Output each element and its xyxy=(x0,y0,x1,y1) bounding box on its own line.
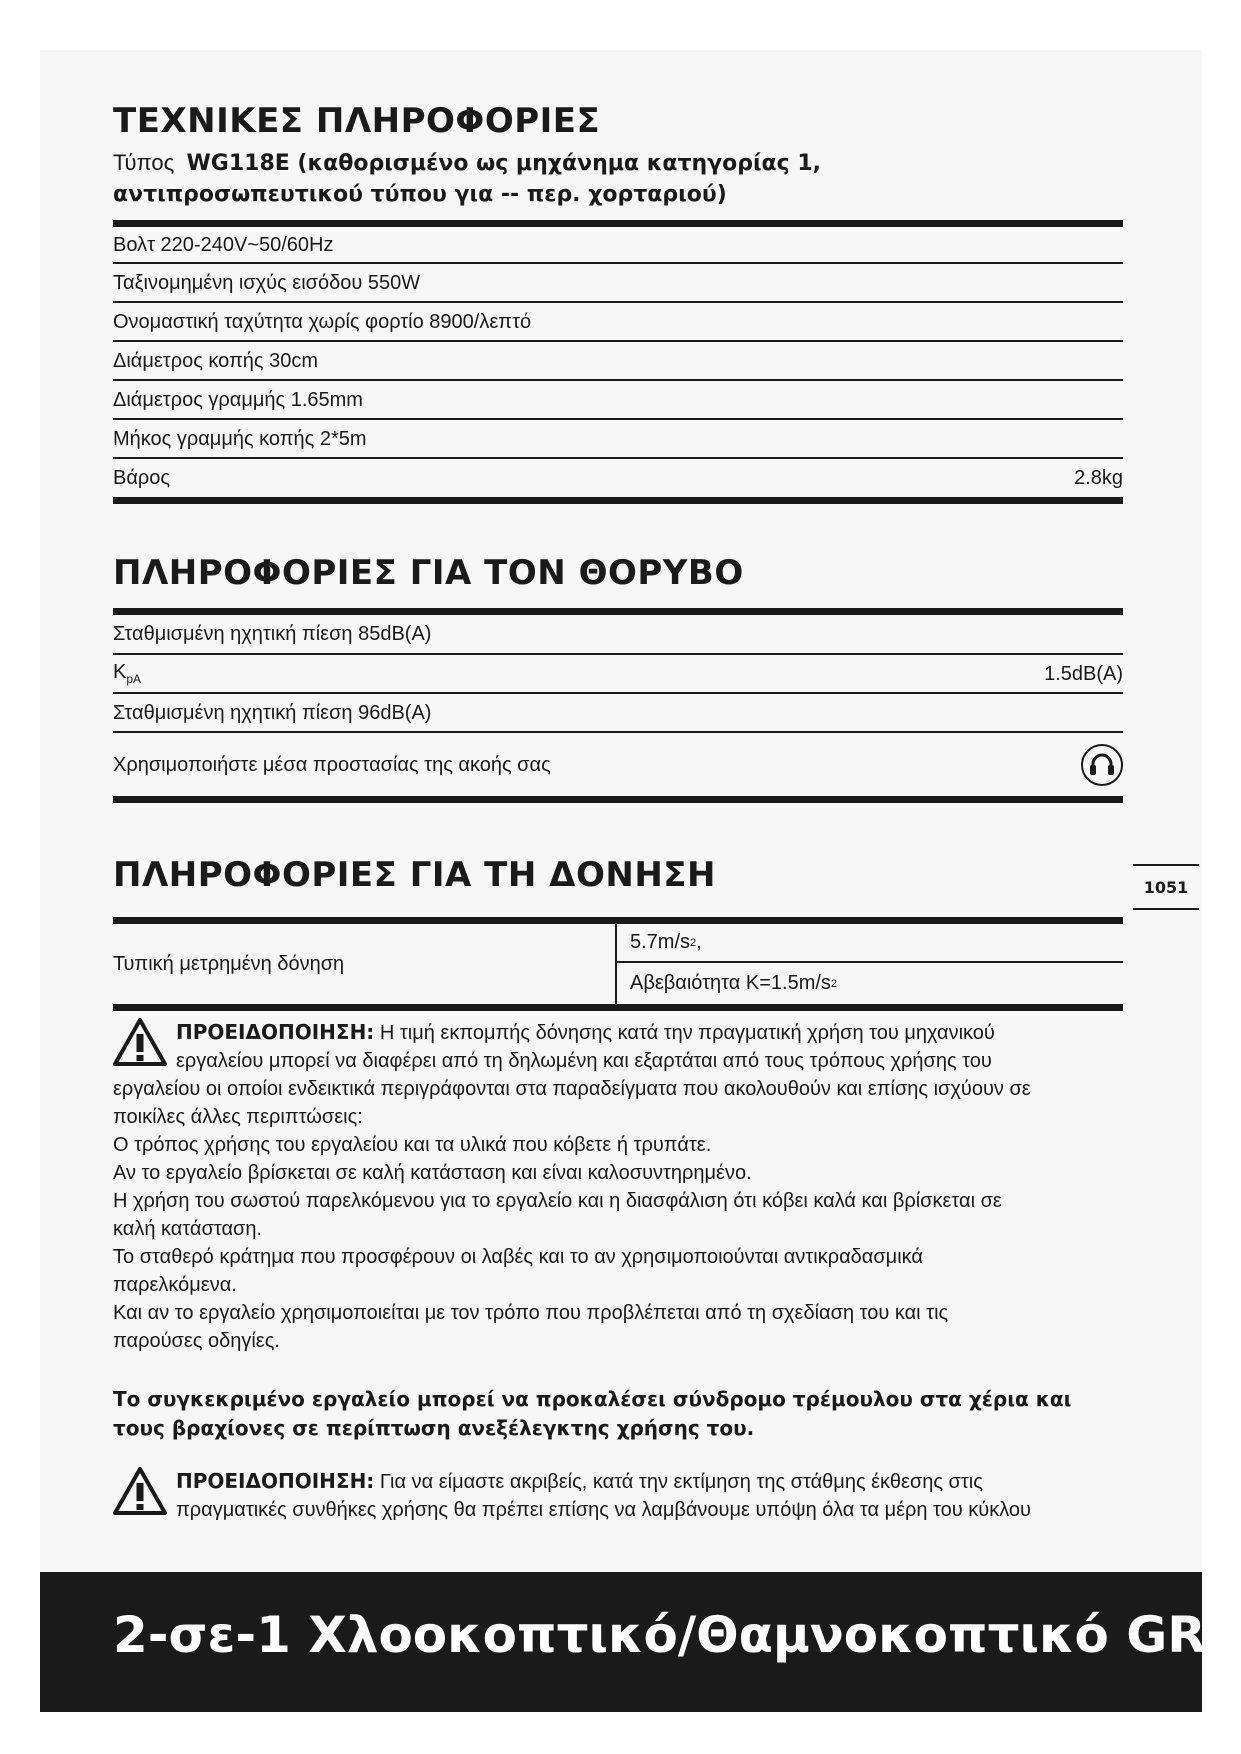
spec-row xyxy=(113,459,1123,497)
type-label: Τύπος xyxy=(113,150,175,175)
ear-protection-icon xyxy=(1081,744,1123,786)
divider-thick xyxy=(113,608,1123,615)
spec-label: Βολτ 220-240V~50/60Hz xyxy=(113,233,334,256)
kpa-value: 1.5dB(A) xyxy=(1044,662,1123,685)
spec-label: Διάμετρος κοπής 30cm xyxy=(113,349,319,372)
warning-1-line: Ο τρόπος χρήσης του εργαλείου και τα υλικά που κόβετε ή τρυπάτε. xyxy=(113,1134,712,1156)
spec-row xyxy=(113,381,1123,420)
hand-arm-vibration-note xyxy=(113,1385,1133,1443)
vibration-value: 5.7m/s 2 , xyxy=(617,924,1123,963)
spec-label: Ονομαστική ταχύτητα χωρίς φορτίο 8900/λεπτό xyxy=(113,310,532,333)
vibration-uncertainty: Αβεβαιότητα K=1.5m/s 2 xyxy=(630,972,838,994)
divider-thick xyxy=(113,917,1123,924)
warning-1-line: εργαλείου μπορεί να διαφέρει από τη δηλωμένη και εξαρτάται από τους τρόπους χρήσης του xyxy=(176,1050,992,1072)
warning-1-line: Το σταθερό κράτημα που προσφέρουν οι λαβές και το αν χρησιμοποιούνται αντικραδασμικά xyxy=(113,1246,923,1268)
technical-info-heading: ΤΕΧΝΙΚΕΣ ΠΛΗΡΟΦΟΡΙΕΣ xyxy=(113,101,601,141)
spec-row xyxy=(113,420,1123,459)
note-line: Το συγκεκριμένο εργαλείο μπορεί να προκαλέσει σύνδρομο τρέμουλου στα χέρια και xyxy=(113,1387,1072,1411)
product-title: 2-σε-1 Χλοοκοπτικό/Θαμνοκοπτικό GR xyxy=(113,1606,1206,1664)
warning-1-line: παρούσες οδηγίες. xyxy=(113,1330,280,1352)
ear-protection-label: Χρησιμοποιήστε μέσα προστασίας της ακοής σας xyxy=(113,753,551,776)
spec-label: Ταξινομημένη ισχύς εισόδου 550W xyxy=(113,271,421,294)
vibration-row xyxy=(113,924,1123,1004)
warning-1-line: Αν το εργαλείο βρίσκεται σε καλή κατάσταση και είναι καλοσυντηρημένο. xyxy=(113,1162,752,1184)
spec-label: Βάρος xyxy=(113,467,171,489)
vibration-info-section xyxy=(113,855,1123,895)
divider-thick xyxy=(113,220,1123,227)
warning-1-title: ΠΡΟΕΙΔΟΠΟΙΗΣΗ: xyxy=(176,1020,375,1044)
warning-1-line: καλή κατάσταση. xyxy=(113,1218,263,1240)
warning-1 xyxy=(113,1018,1133,1355)
vibration-table xyxy=(113,917,1123,1011)
noise-row xyxy=(113,694,1123,733)
spec-row xyxy=(113,342,1123,381)
warning-2-title: ΠΡΟΕΙΔΟΠΟΙΗΣΗ: xyxy=(176,1469,375,1493)
warning-triangle-icon xyxy=(112,1466,168,1516)
noise-row xyxy=(113,615,1123,655)
warning-2 xyxy=(176,1467,1136,1524)
noise-row-ear xyxy=(113,733,1123,796)
warning-1-line: εργαλείου οι οποίοι ενδεικτικά περιγράφονται στα παραδείγματα που ακολουθούν και επίσης ισχύουν σε xyxy=(113,1078,1031,1100)
vibration-label: Τυπική μετρημένη δόνηση xyxy=(113,952,345,975)
spec-row xyxy=(113,264,1123,303)
warning-1-line: ΠΡΟΕΙΔΟΠΟΙΗΣΗ: Η τιμή εκπομπής δόνησης κατά την πραγματική χρήση του μηχανικού xyxy=(176,1020,995,1044)
warning-2-line: ΠΡΟΕΙΔΟΠΟΙΗΣΗ: Για να είμαστε ακριβείς, κατά την εκτίμηση της στάθμης έκθεσης στις xyxy=(176,1469,983,1493)
warning-1-line: ποικίλες άλλες περιπτώσεις: xyxy=(113,1106,363,1128)
spec-label: Διάμετρος γραμμής 1.65mm xyxy=(113,388,363,411)
noise-row-kpa xyxy=(113,655,1123,694)
warning-1-line: Και αν το εργαλείο χρησιμοποιείται με τον τρόπο που προβλέπεται από τη σχεδίαση του και τις xyxy=(113,1302,949,1324)
warning-2-line: πραγματικές συνθήκες χρήσης θα πρέπει επίσης να λαμβάνουμε υπόψη όλα τα μέρη του κύκλου xyxy=(176,1499,1031,1521)
spec-value: 2.8kg xyxy=(1074,467,1123,489)
noise-row-label: Σταθμισμένη ηχητική πίεση 96dB(A) xyxy=(113,701,432,724)
divider-thick xyxy=(113,497,1123,504)
technical-info-section xyxy=(113,101,1123,504)
spec-label: Μήκος γραμμής κοπής 2*5m xyxy=(113,427,367,450)
page-number: 1051 xyxy=(1133,864,1199,910)
type-value-line-1: WG118E (καθορισμένο ως μηχάνημα κατηγορίας 1, xyxy=(186,151,822,176)
type-value-line-2: αντιπροσωπευτικού τύπου για -- περ. χορταριού) xyxy=(113,182,727,207)
warning-1-line: παρελκόμενα. xyxy=(113,1274,237,1296)
warning-1-line: Η χρήση του σωστού παρελκόμενου για το εργαλείο και η διασφάλιση ότι κόβει καλά και βρίσκεται σε xyxy=(113,1190,1002,1212)
noise-info-section xyxy=(113,553,1123,803)
spec-table xyxy=(113,227,1123,497)
note-line: τους βραχίονες σε περίπτωση ανεξέλεγκτης χρήσης του. xyxy=(113,1416,755,1440)
kpa-label: $K_{pA}$ xyxy=(113,661,142,686)
spec-row xyxy=(113,303,1123,342)
noise-info-heading: ΠΛΗΡΟΦΟΡΙΕΣ ΓΙΑ ΤΟΝ ΘΟΡΥΒΟ xyxy=(113,553,744,593)
spec-row xyxy=(113,227,1123,264)
noise-row-label: Σταθμισμένη ηχητική πίεση 85dB(A) xyxy=(113,623,432,645)
divider-thick xyxy=(113,1004,1123,1011)
model-type-line xyxy=(113,148,1123,210)
footer-banner xyxy=(40,1572,1206,1712)
divider-thick xyxy=(113,796,1123,803)
vibration-info-heading: ΠΛΗΡΟΦΟΡΙΕΣ ΓΙΑ ΤΗ ΔΟΝΗΣΗ xyxy=(113,855,716,895)
